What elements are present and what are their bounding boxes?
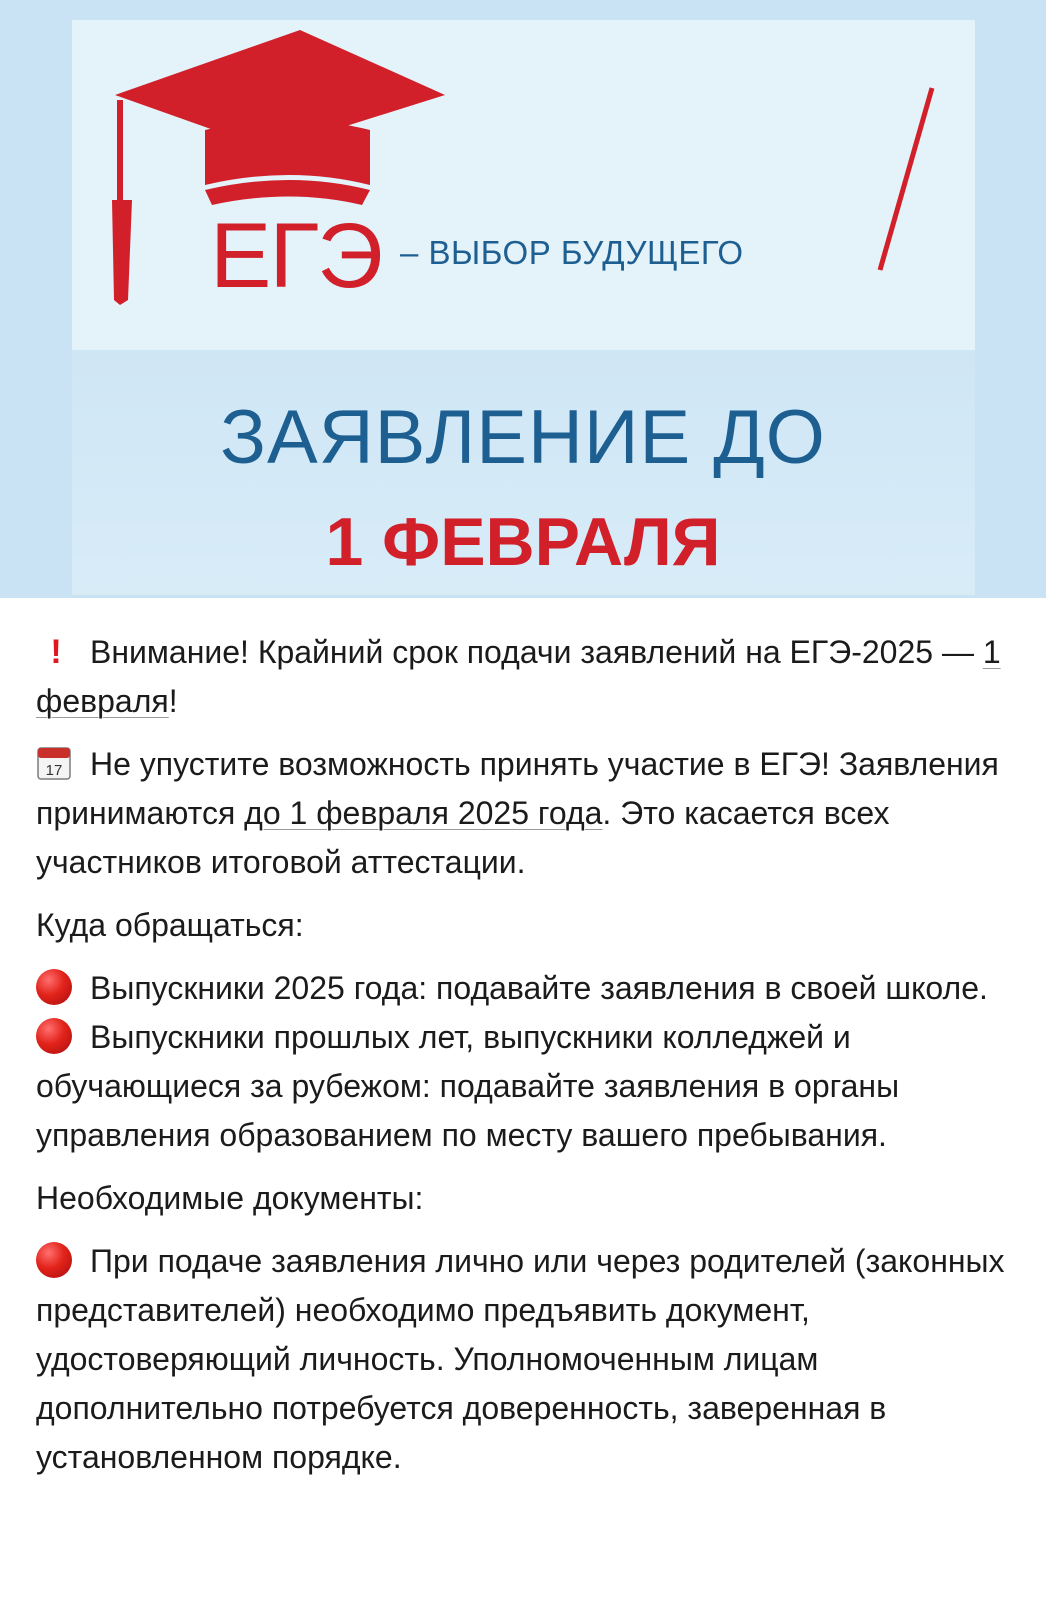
banner-image: [0, 0, 1046, 598]
banner-ege-logo: ЕГЭ: [210, 205, 382, 307]
calendar-icon: [36, 745, 72, 781]
where-list: [36, 964, 1026, 1160]
deadline-date-link[interactable]: до 1 февраля 2025 года: [244, 795, 603, 831]
list-item: Выпускники 2025 года: подавайте заявления в своей школе.: [90, 970, 988, 1006]
list-item: Выпускники прошлых лет, выпускники колледжей и обучающиеся за рубежом: подавайте заявления в органы управления образованием по месту вашего пребывания.: [36, 1019, 900, 1153]
banner-deadline-line2: 1 ФЕВРАЛЯ: [325, 504, 721, 580]
attention-text: Внимание! Крайний срок подачи заявлений на ЕГЭ-2025 —: [90, 634, 983, 670]
red-circle-icon: [36, 1018, 72, 1054]
attention-text-end: !: [168, 683, 178, 719]
post-text: [36, 628, 1026, 1496]
red-circle-icon: [36, 1242, 72, 1278]
banner-deadline-line1: ЗАЯВЛЕНИЕ ДО: [220, 395, 826, 480]
reminder-text-end: . Это касается всех участников итоговой аттестации.: [36, 795, 890, 880]
red-circle-icon: [36, 969, 72, 1005]
where-heading: Куда обращаться:: [36, 907, 304, 943]
documents-paragraph: [36, 1237, 1026, 1482]
exclamation-icon: !: [50, 633, 62, 671]
attention-paragraph: [36, 628, 1026, 726]
reminder-text: Не упустите возможность принять участие в ЕГЭ! Заявления принимаются: [36, 746, 999, 831]
banner-slogan: – ВЫБОР БУДУЩЕГО: [400, 234, 744, 271]
documents-text: При подаче заявления лично или через родителей (законных представителей) необходимо предъявить документ, удостоверяющий личность. Уполномоченным лицам дополнительно потребуется доверенность, заверенная в установленном порядке.: [36, 1243, 1005, 1475]
deadline-link[interactable]: 1 февраля: [36, 634, 1001, 719]
reminder-paragraph: [36, 740, 1026, 887]
svg-text:17: 17: [45, 762, 63, 779]
documents-heading: Необходимые документы:: [36, 1180, 424, 1216]
